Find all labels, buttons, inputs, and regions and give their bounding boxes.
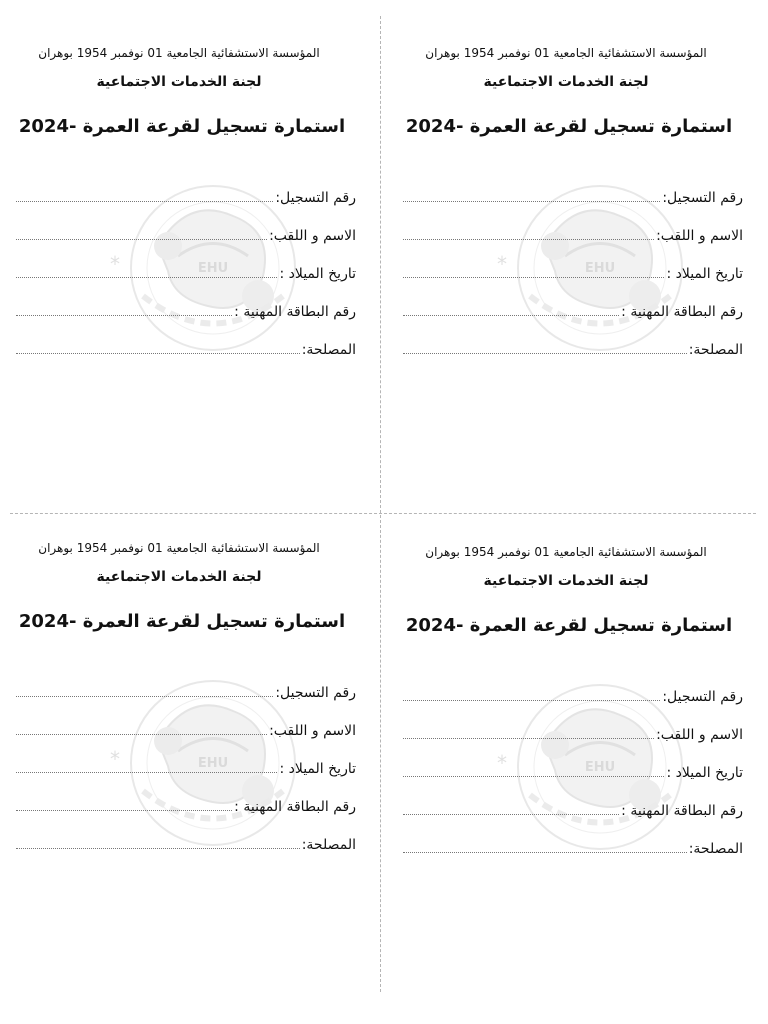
form-field-label: رقم البطاقة المهنية : (621, 304, 743, 320)
form-field-label: المصلحة: (688, 841, 743, 857)
form-field-blank-line[interactable] (403, 353, 687, 354)
svg-text:EHU: EHU (197, 756, 229, 771)
form-field-row (16, 833, 356, 853)
svg-text:EHU: EHU (197, 261, 229, 276)
form-field-blank-line[interactable] (16, 315, 232, 316)
form-field-row (403, 186, 743, 206)
form-field-row (403, 837, 743, 857)
form-field-blank-line[interactable] (16, 353, 300, 354)
svg-text:*: * (110, 747, 120, 771)
form-field-blank-line[interactable] (403, 201, 660, 202)
vertical-cut-line (380, 16, 381, 992)
registration-form-card-bottom-right (395, 545, 755, 1015)
form-field-row (403, 761, 743, 781)
form-field-label: رقم البطاقة المهنية : (621, 803, 743, 819)
form-title: استمارة تسجيل لقرعة العمرة -2024 (18, 116, 346, 137)
form-field-label: المصلحة: (301, 837, 356, 853)
form-field-label: الاسم و اللقب: (656, 228, 743, 244)
form-field-row (16, 338, 356, 358)
form-field-blank-line[interactable] (403, 700, 660, 701)
form-field-row (16, 262, 356, 282)
form-field-label: المصلحة: (301, 342, 356, 358)
form-field-blank-line[interactable] (16, 848, 300, 849)
svg-text:EHU: EHU (584, 760, 616, 775)
form-field-label: رقم البطاقة المهنية : (234, 799, 356, 815)
institution-name: المؤسسة الاستشفائية الجامعية 01 نوفمبر 1954 بوهران (38, 46, 320, 60)
form-field-row (16, 681, 356, 701)
form-field-label: رقم التسجيل: (275, 685, 356, 701)
form-field-blank-line[interactable] (16, 810, 232, 811)
form-field-row (403, 262, 743, 282)
svg-text:*: * (497, 252, 507, 276)
form-field-row (16, 224, 356, 244)
form-field-label: رقم التسجيل: (275, 190, 356, 206)
form-field-label: تاريخ الميلاد : (666, 266, 743, 282)
form-field-label: تاريخ الميلاد : (279, 266, 356, 282)
svg-text:*: * (110, 252, 120, 276)
committee-name: لجنة الخدمات الاجتماعية (483, 573, 649, 589)
form-field-row (16, 300, 356, 320)
form-field-label: رقم التسجيل: (662, 190, 743, 206)
form-field-label: تاريخ الميلاد : (666, 765, 743, 781)
form-field-label: المصلحة: (688, 342, 743, 358)
form-field-blank-line[interactable] (16, 772, 277, 773)
svg-text:EHU: EHU (584, 261, 616, 276)
registration-form-card-top-right (395, 46, 755, 516)
form-field-blank-line[interactable] (16, 696, 273, 697)
form-field-label: الاسم و اللقب: (269, 723, 356, 739)
registration-form-card-bottom-left (8, 541, 368, 1011)
form-field-label: تاريخ الميلاد : (279, 761, 356, 777)
form-field-label: رقم البطاقة المهنية : (234, 304, 356, 320)
form-field-row (403, 300, 743, 320)
form-field-row (403, 723, 743, 743)
form-field-blank-line[interactable] (403, 814, 619, 815)
institution-name: المؤسسة الاستشفائية الجامعية 01 نوفمبر 1954 بوهران (38, 541, 320, 555)
form-field-blank-line[interactable] (16, 734, 267, 735)
form-title: استمارة تسجيل لقرعة العمرة -2024 (18, 611, 346, 632)
form-field-row (16, 795, 356, 815)
institution-name: المؤسسة الاستشفائية الجامعية 01 نوفمبر 1954 بوهران (425, 46, 707, 60)
form-field-row (403, 685, 743, 705)
form-field-row (16, 719, 356, 739)
form-field-blank-line[interactable] (403, 315, 619, 316)
form-title: استمارة تسجيل لقرعة العمرة -2024 (405, 116, 733, 137)
form-field-blank-line[interactable] (16, 201, 273, 202)
form-field-blank-line[interactable] (403, 277, 664, 278)
committee-name: لجنة الخدمات الاجتماعية (96, 569, 262, 585)
form-field-label: الاسم و اللقب: (656, 727, 743, 743)
form-title: استمارة تسجيل لقرعة العمرة -2024 (405, 615, 733, 636)
form-field-blank-line[interactable] (403, 776, 664, 777)
form-field-row (403, 799, 743, 819)
registration-form-card-top-left (8, 46, 368, 516)
form-field-row (403, 338, 743, 358)
form-field-label: رقم التسجيل: (662, 689, 743, 705)
form-field-blank-line[interactable] (16, 239, 267, 240)
form-field-label: الاسم و اللقب: (269, 228, 356, 244)
svg-text:*: * (497, 751, 507, 775)
form-field-blank-line[interactable] (403, 239, 654, 240)
form-field-blank-line[interactable] (403, 738, 654, 739)
form-field-row (16, 186, 356, 206)
committee-name: لجنة الخدمات الاجتماعية (96, 74, 262, 90)
form-field-blank-line[interactable] (16, 277, 277, 278)
form-field-row (403, 224, 743, 244)
form-field-blank-line[interactable] (403, 852, 687, 853)
form-field-row (16, 757, 356, 777)
institution-name: المؤسسة الاستشفائية الجامعية 01 نوفمبر 1954 بوهران (425, 545, 707, 559)
committee-name: لجنة الخدمات الاجتماعية (483, 74, 649, 90)
